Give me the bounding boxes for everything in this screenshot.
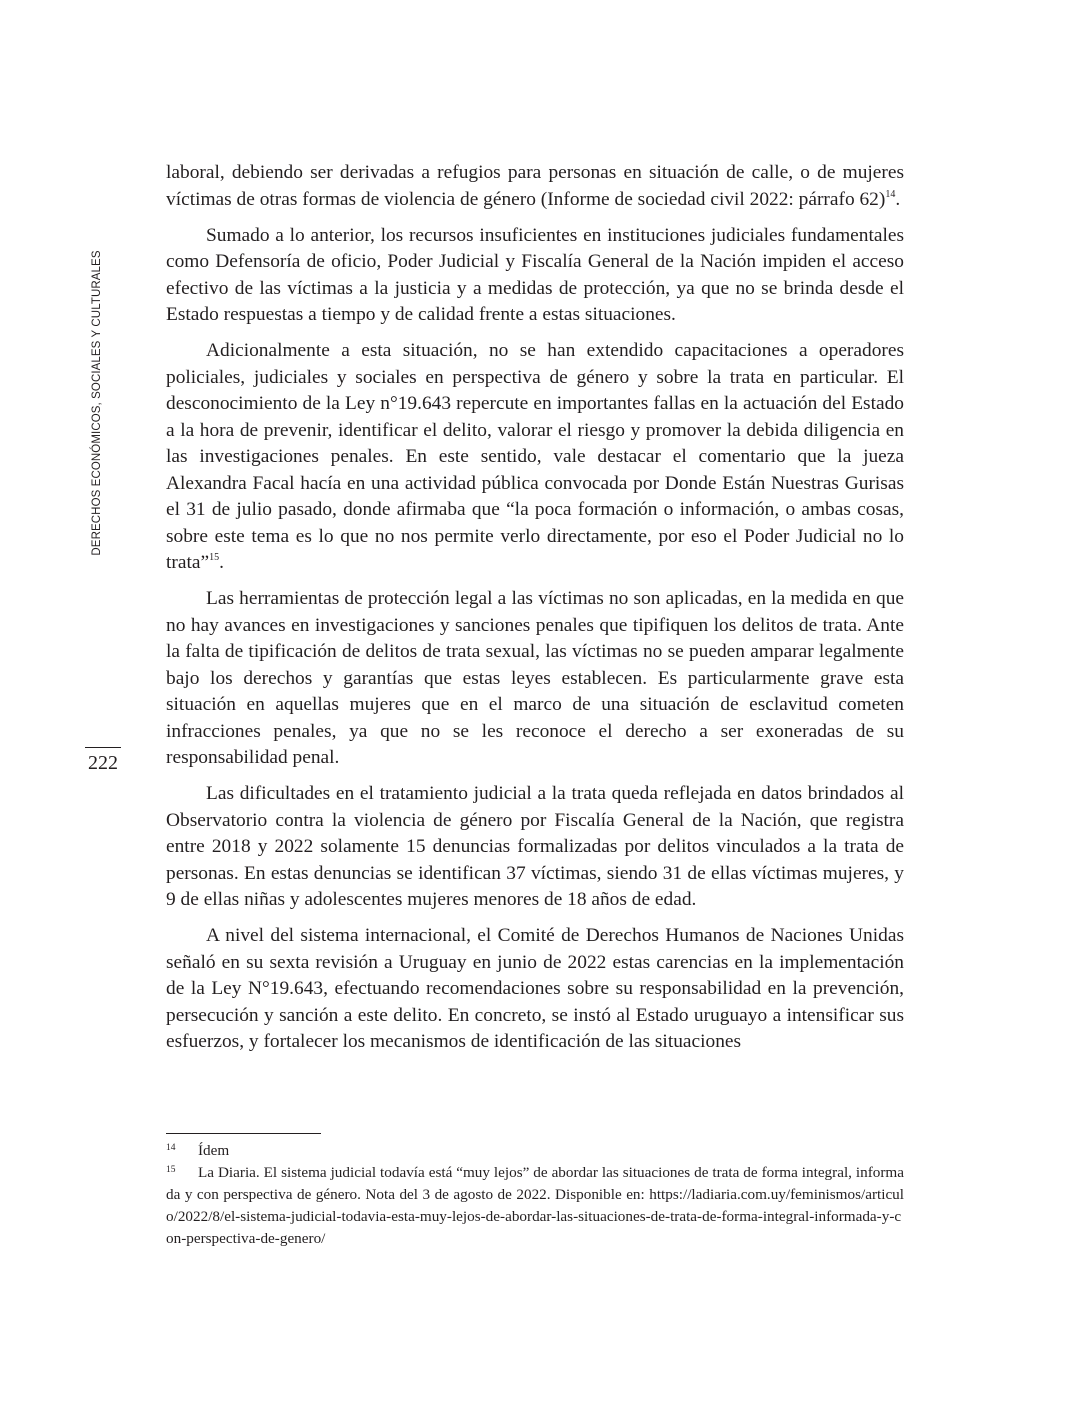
paragraph-1	[166, 160, 904, 213]
running-header: DERECHOS ECONÓMICOS, SOCIALES Y CULTURALES	[91, 250, 103, 556]
paragraph-6: A nivel del sistema internacional, el Comité de Derechos Humanos de Naciones Unidas señaló en su sexta revisión a Uruguay en junio de 2022 estas carencias en la implementación de la Ley N°19.643, efectuando recomendaciones sobre su responsabilidad en la prevención, persecución y sanción a este delito. En concreto, se instó al Estado uruguayo a intensificar sus esfuerzos, y fortalecer los mecanismos de identificación de las situaciones	[166, 925, 904, 1052]
paragraph-4: Las herramientas de protección legal a las víctimas no son aplicadas, en la medida en que no hay avances en investigaciones y sanciones penales que tipifiquen los delitos de trata. Ante la falta de tipificación de delitos de trata sexual, las víctimas no se pueden amparar legalmente bajo los derechos y garantías que estas leyes establecen. Es particularmente grave esta situación en aquellas mujeres que en el marco de una situación de esclavitud cometen infracciones penales, ya que no se les reconoce el derecho a ser exoneradas de su responsabilidad penal.	[166, 588, 904, 768]
footnote-ref-14[interactable]: 14	[885, 188, 896, 200]
paragraph-tail: .	[219, 552, 224, 573]
page-number-rule	[85, 747, 121, 748]
paragraph-5: Las dificultades en el tratamiento judicial a la trata queda reflejada en datos brindados al Observatorio contra la violencia de género por Fiscalía General de la Nación, que registra entre 2018 y 2022 solamente 15 denuncias formalizadas por delitos vinculados a la trata de personas. En estas denuncias se identifican 37 víctimas, siendo 31 de ellas víctimas mujeres, y 9 de ellas niñas y adolescentes mujeres menores de 18 años de edad.	[166, 783, 904, 910]
paragraph-text: Adicionalmente a esta situación, no se han extendido capacitaciones a operadores policiales, judiciales y sociales en perspectiva de género y sobre la trata en particular. El desconocimiento de la Ley n°19.643 repercute en importantes fallas en la actuación del Estado a la hora de prevenir, identificar el delito, valorar el riesgo y promover la debida diligencia en las investigaciones penales. En este sentido, vale destacar el comentario que la jueza Alexandra Facal hacía en una actividad pública convocada por Donde Están Nuestras Gurisas el 31 de julio pasado, donde afirmaba que “la poca formación o información, o ambas cosas, sobre este tema es lo que no nos permite verlo directamente, por eso el Poder Judicial no lo trata”	[166, 340, 904, 573]
paragraph-text: laboral, debiendo ser derivadas a refugios para personas en situación de calle, o de mujeres víctimas de otras formas de violencia de género (Informe de sociedad civil 2022: párrafo 62)	[166, 162, 904, 210]
footnote-separator	[166, 1133, 321, 1134]
footnote-ref-15[interactable]: 15	[209, 552, 220, 563]
paragraph-tail: .	[895, 188, 901, 210]
paragraph-2: Sumado a lo anterior, los recursos insuficientes en instituciones judiciales fundamentales como Defensoría de oficio, Poder Judicial y Fiscalía General de la Nación impiden el acceso efectivo de las víctimas a la justicia y a medidas de protección, ya que no se brinda desde el Estado respuestas a tiempo y de calidad frente a estas situaciones.	[166, 224, 904, 325]
footnote-text: Ídem	[198, 1142, 230, 1159]
footnotes	[166, 1140, 904, 1250]
footnote-14: 14 Ídem	[166, 1142, 230, 1159]
footnote-text[interactable]: La Diaria. El sistema judicial todavía está “muy lejos” de abordar las situaciones de trata de forma integral, informada y con perspectiva de género. Nota del 3 de agosto de 2022. Disponible en: https://ladiaria.com.uy/feminismos/articulo/2022/8/el-sistema-judicial-todavia-esta-muy-lejos-de-abordar-las-situaciones-de-trata-de-forma-integral-informada-y-con-perspectiva-de-genero/	[166, 1164, 904, 1247]
footnote-15: 15 La Diaria. El sistema judicial todavía está “muy lejos” de abordar las situaciones de trata de forma integral, informada y con perspectiva de género. Nota del 3 de agosto de 2022. Disponible en: https://ladiaria.com.uy/feminismos/articulo/2022/8/el-sistema-judicial-todavia-esta-muy-lejos-de-abordar-las-situaciones-de-trata-de-forma-integral-informada-y-con-perspectiva-de-genero/	[166, 1164, 904, 1247]
page-number: 222	[88, 752, 118, 774]
body-text	[166, 160, 904, 1065]
paragraph-3	[166, 338, 904, 577]
